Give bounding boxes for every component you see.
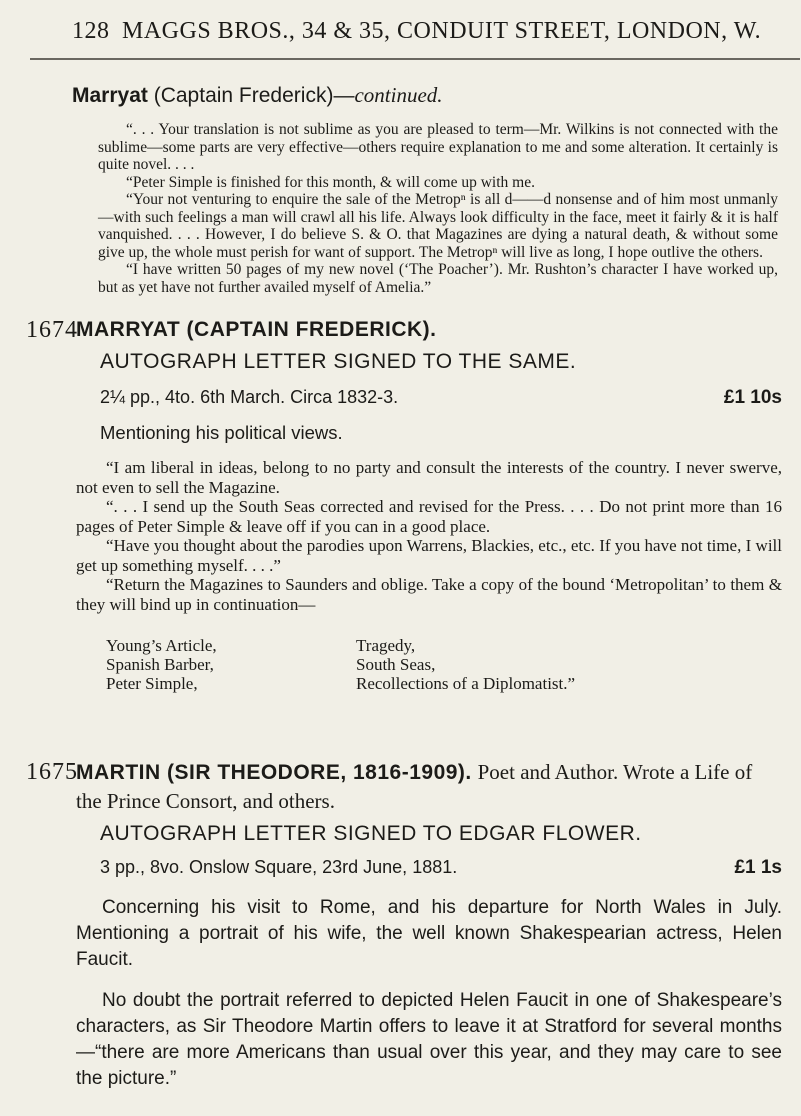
continued-title [72,83,443,108]
lot-1675-paragraph: No doubt the portrait referred to depicted Helen Faucit in one of Shakespeare’s characters, as Sir Theodore Martin offers to leave it at Stratford for several months—“there are more Americans than usual over this year, and they may care to see the picture.” [76,990,782,1089]
lot-1674-summary: Mentioning his political views. [100,422,343,443]
lot-1675-collation: 3 pp., 8vo. Onslow Square, 23rd June, 1881. [100,857,458,877]
lot-1675-author: MARTIN (SIR THEODORE, 1816-1909). [76,761,472,784]
header-rule [30,58,800,60]
lot-1674-details [100,387,782,408]
continued-paragraph: “Peter Simple is finished for this month, & will come up with me. [126,173,535,191]
continued-paragraph: “Your not venturing to enquire the sale of the Metropⁿ is all d——d nonsense and of him most unmanly—with such feelings a man will crawl all his life. Always look difficulty in the face, meet it fairly & it is half vanquished. . . . However, I do believe S. & O. that Magazines are dying a natural death, & without some give up, the whole must perish for want of support. The Metropⁿ will live as long, I hope outlive the others. [98,191,778,261]
lot-1675-heading [76,758,781,816]
lot-1675-details [100,857,782,878]
list-row [106,655,666,674]
list-row [106,674,666,693]
lot-1675-autograph: AUTOGRAPH LETTER SIGNED TO EDGAR FLOWER. [100,822,642,845]
list-row [106,636,666,655]
quote-paragraph: “Return the Magazines to Saunders and oblige. Take a copy of the bound ‘Metropolitan’ to them & they will bind up in continuation— [76,575,782,614]
continued-name-rest: (Captain Frederick)— [153,84,355,107]
lot-number-1675: 1675 [26,759,78,785]
continued-label: continued. [354,83,443,107]
lot-1675-description: Poet and Author. Wrote a Life of the Prince Consort, and others. [76,760,753,813]
lot-number-1674: 1674 [26,317,78,343]
list-item: South Seas, [356,655,436,674]
lot-1674-author: MARRYAT (CAPTAIN FREDERICK). [76,318,437,341]
quote-paragraph: “. . . I send up the South Seas corrected and revised for the Press. . . . Do not print more than 16 pages of Peter Simple & leave off if you can in a good place. [76,497,782,536]
list-item: Recollections of a Diplomatist.” [356,674,576,693]
list-item: Young’s Article, [106,636,217,655]
running-header [0,18,801,58]
page-number: 128 [72,18,110,44]
continued-paragraph: “I have written 50 pages of my new novel (‘The Poacher’). Mr. Rushton’s character I have worked up, but as yet have not further availed myself of Amelia.” [98,261,778,296]
lot-1674-collation: 2¼ pp., 4to. 6th March. Circa 1832-3. [100,387,399,407]
continued-letter-text [98,121,778,296]
lot-1674-heading [76,316,781,344]
continued-name: Marryat [72,84,148,107]
lot-1675-paragraph: Concerning his visit to Rome, and his departure for North Wales in July. Mentioning a portrait of his wife, the well known Shakespearian actress, Helen Faucit. [76,897,782,970]
list-item: Spanish Barber, [106,655,214,674]
continued-paragraph: “. . . Your translation is not sublime as you are pleased to term—Mr. Wilkins is not connected with the sublime—some parts are very effective—others require explanation to me and some alteration. It certainly is quite novel. . . . [98,121,778,173]
quote-paragraph: “I am liberal in ideas, belong to no party and consult the interests of the country. I never swerve, not even to sell the Magazine. [76,458,782,497]
lot-1675-price: £1 1s [734,857,782,878]
lot-1674-quote [76,458,782,614]
list-item: Tragedy, [356,636,416,655]
lot-1675-text [76,895,782,1092]
quote-paragraph: “Have you thought about the parodies upon Warrens, Blackies, etc., etc. If you have not time, I will get up something myself. . . .” [76,536,782,575]
list-item: Peter Simple, [106,674,198,693]
lot-1674-price: £1 10s [723,387,782,408]
header-title: MAGGS BROS., 34 & 35, CONDUIT STREET, LONDON, W. [122,18,762,44]
lot-1674-autograph: AUTOGRAPH LETTER SIGNED TO THE SAME. [100,350,577,373]
lot-1674-bind-list [106,636,666,693]
